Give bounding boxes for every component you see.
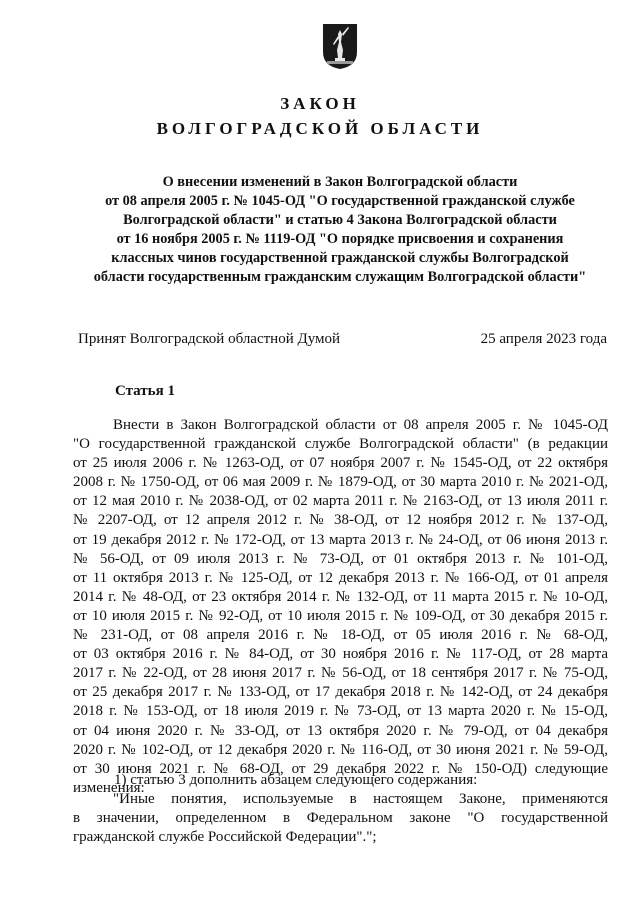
- body-line: от 10 июля 2015 г. № 92-ОД, от 10 июля 2015 г. № 109-ОД, от 30 декабря 2015 г.: [73, 607, 608, 624]
- body-line: 2017 г. № 22-ОД, от 28 июня 2017 г. № 56-ОД, от 18 сентября 2017 г. № 75-ОД,: [73, 665, 608, 682]
- quote-line: "Иные понятия, используемые в настоящем Законе, применяются: [113, 791, 608, 807]
- body-line: Внести в Закон Волгоградской области от 08 апреля 2005 г. № 1045-ОД: [113, 417, 608, 433]
- body-line: 2008 г. № 1750-ОД, от 06 мая 2009 г. № 1879-ОД, от 30 марта 2010 г. № 2021-ОД,: [73, 474, 608, 491]
- body-line: 2018 г. № 153-ОД, от 18 июля 2019 г. № 73-ОД, от 13 марта 2020 г. № 15-ОД,: [73, 703, 608, 720]
- body-line: от 11 октября 2013 г. № 125-ОД, от 12 декабря 2013 г. № 166-ОД, от 01 апреля: [73, 569, 608, 586]
- body-line: от 30 июня 2021 г. № 68-ОД, от 29 декабря 2022 г. № 150-ОД) следующие: [73, 760, 608, 777]
- body-line: от 25 июля 2006 г. № 1263-ОД, от 07 ноября 2007 г. № 1545-ОД, от 22 октября: [73, 455, 608, 472]
- title-line: классных чинов государственной гражданской службы Волгоградской: [111, 250, 569, 266]
- document-type-heading: ЗАКОН: [280, 94, 360, 113]
- body-line: № 231-ОД, от 08 апреля 2016 г. № 18-ОД, от 05 июля 2016 г. № 68-ОД,: [73, 627, 608, 644]
- title-line: от 16 ноября 2005 г. № 1119-ОД "О порядке присвоения и сохранения: [116, 231, 564, 247]
- region-heading: ВОЛГОГРАДСКОЙ ОБЛАСТИ: [156, 119, 484, 138]
- title-line: О внесении изменений в Закон Волгоградской области: [162, 174, 518, 190]
- quoted-amendment: [73, 790, 608, 847]
- title-line: Волгоградской области" и статью 4 Закона Волгоградской области: [123, 212, 557, 228]
- body-line: 2020 г. № 102-ОД, от 12 декабря 2020 г. № 116-ОД, от 30 июня 2021 г. № 59-ОД,: [73, 741, 608, 758]
- body-line: от 19 декабря 2012 г. № 172-ОД, от 13 марта 2013 г. № 24-ОД, от 06 июня 2013 г.: [73, 531, 608, 548]
- body-line: от 12 мая 2010 г. № 2038-ОД, от 02 марта 2011 г. № 2163-ОД, от 13 июля 2011 г.: [73, 493, 608, 510]
- adopted-by: Принят Волгоградской областной Думой: [78, 331, 341, 347]
- volgograd-coat-of-arms-icon: [321, 22, 359, 70]
- body-line: от 25 декабря 2017 г. № 133-ОД, от 17 декабря 2018 г. № 142-ОД, от 24 декабря: [73, 684, 608, 701]
- quote-line: в значении, определенном в Федеральном законе "О государственной: [73, 810, 608, 826]
- point-1: 1) статью 3 дополнить абзацем следующего содержания:: [114, 772, 478, 788]
- adopted-date: 25 апреля 2023 года: [480, 331, 607, 347]
- body-line: "О государственной гражданской службе Волгоградской области" (в редакции: [73, 436, 608, 453]
- body-line: № 56-ОД, от 09 июля 2013 г. № 73-ОД, от 01 октября 2013 г. № 101-ОД,: [73, 550, 608, 567]
- body-line: 2014 г. № 48-ОД, от 23 октября 2014 г. № 132-ОД, от 11 марта 2015 г. № 10-ОД,: [73, 588, 608, 605]
- body-line: изменения:: [73, 779, 145, 796]
- title-line: от 08 апреля 2005 г. № 1045-ОД "О государственной гражданской службе: [105, 193, 575, 209]
- article-heading: Статья 1: [115, 383, 175, 399]
- quote-line: гражданской службе Российской Федерации".";: [73, 829, 377, 845]
- body-line: от 03 октября 2016 г. № 84-ОД, от 30 ноября 2016 г. № 117-ОД, от 28 марта: [73, 646, 608, 663]
- title-line: области государственным гражданским служащим Волгоградской области": [93, 269, 587, 285]
- body-line: № 2207-ОД, от 12 апреля 2012 г. № 38-ОД, от 12 ноября 2012 г. № 137-ОД,: [73, 512, 608, 529]
- article-body: [73, 416, 608, 798]
- law-title: [60, 173, 620, 287]
- body-line: от 04 июня 2020 г. № 33-ОД, от 13 октября 2020 г. № 79-ОД, от 04 декабря: [73, 722, 608, 739]
